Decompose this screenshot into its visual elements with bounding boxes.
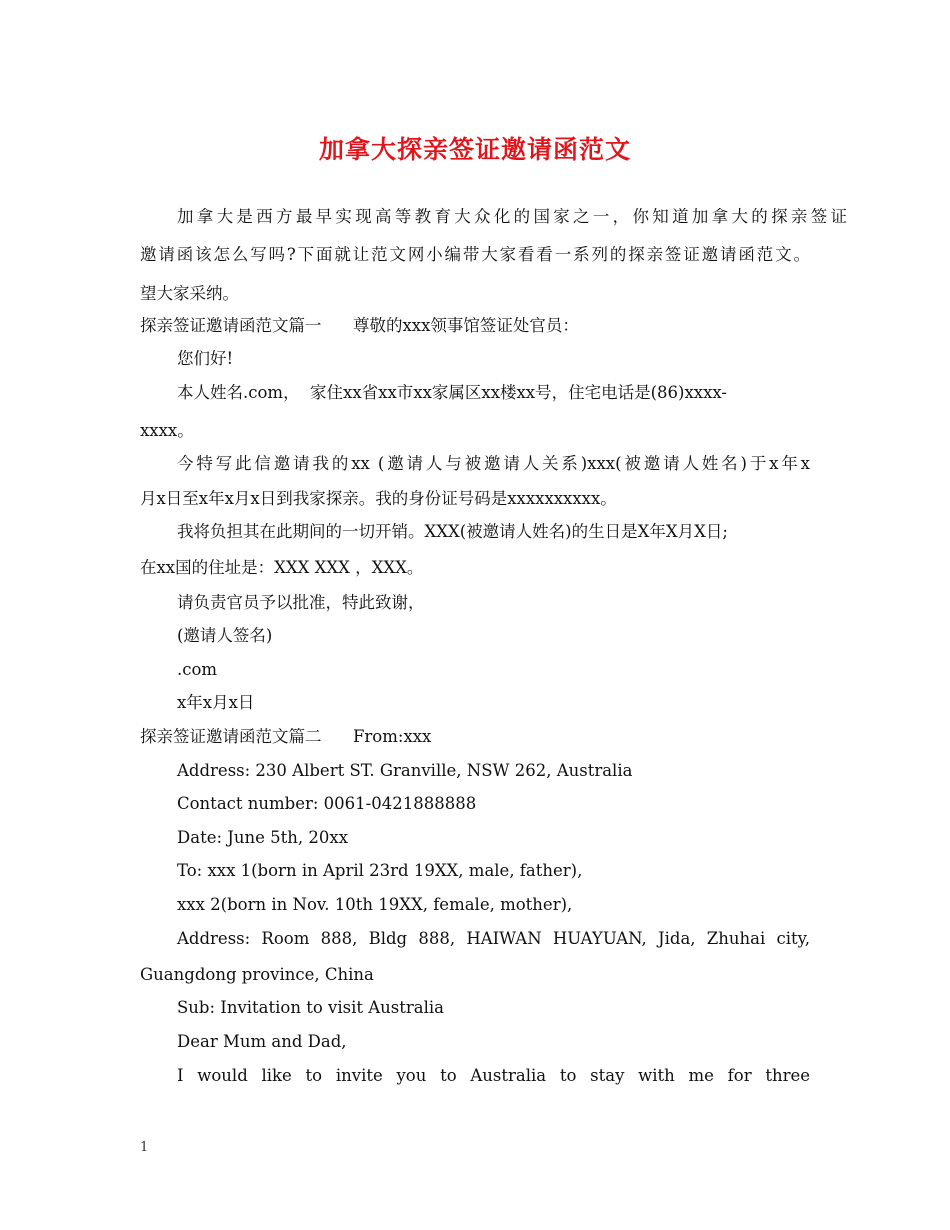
section-heading-line: 探亲签证邀请函范文篇二 From:xxx [140,727,432,746]
address-line: Address: 230 Albert ST. Granville, NSW 262, Australia [177,761,633,780]
date-line: x年x月x日 [177,693,255,712]
paragraph-line: 请负责官员予以批准，特此致谢， [177,593,425,612]
subject-line: Sub: Invitation to visit Australia [177,998,445,1017]
date-line: Date: June 5th, 20xx [177,828,348,847]
paragraph-line: xxxx。 [140,421,194,440]
paragraph-line: 加拿大是西方最早实现高等教育大众化的国家之一，你知道加拿大的探亲签证 [177,207,847,226]
recipient-line: To: xxx 1(born in April 23rd 19XX, male, father), [177,861,583,880]
paragraph-line: 望大家采纳。 [140,284,239,303]
address-line: Address: Room 888, Bldg 888, HAIWAN HUAYUAN, Jida, Zhuhai city, [177,929,810,948]
address-line: Guangdong province, China [140,965,374,984]
salutation-line: Dear Mum and Dad, [177,1032,347,1051]
paragraph-line: 月x日至x年x月x日到我家探亲。我的身份证号码是xxxxxxxxxx。 [140,489,617,508]
paragraph-line: 在xx国的住址是：XXX XXX ，XXX。 [140,558,424,577]
recipient-line: xxx 2(born in Nov. 10th 19XX, female, mother), [177,895,573,914]
paragraph-line: 您们好! [177,349,234,368]
paragraph-line: .com [177,660,218,679]
document-title: 加拿大探亲签证邀请函范文 [318,135,631,164]
paragraph-line: 我将负担其在此期间的一切开销。XXX(被邀请人姓名)的生日是X年X月X日; [177,522,728,541]
signature-line: (邀请人签名) [177,626,273,645]
paragraph-line: 本人姓名.com， 家住xx省xx市xx家属区xx楼xx号，住宅电话是(86)xxxx- [177,383,727,402]
paragraph-line: 邀请函该怎么写吗?下面就让范文网小编带大家看看一系列的探亲签证邀请函范文。 [140,245,810,264]
paragraph-line: 今特写此信邀请我的xx (邀请人与被邀请人关系)xxx(被邀请人姓名)于x年x [177,454,810,473]
contact-line: Contact number: 0061-0421888888 [177,794,477,813]
paragraph-line: I would like to invite you to Australia to stay with me for three [177,1066,810,1085]
section-heading-line: 探亲签证邀请函范文篇一 尊敬的xxx领事馆签证处官员： [140,316,579,335]
page-number: 1 [140,1140,149,1155]
